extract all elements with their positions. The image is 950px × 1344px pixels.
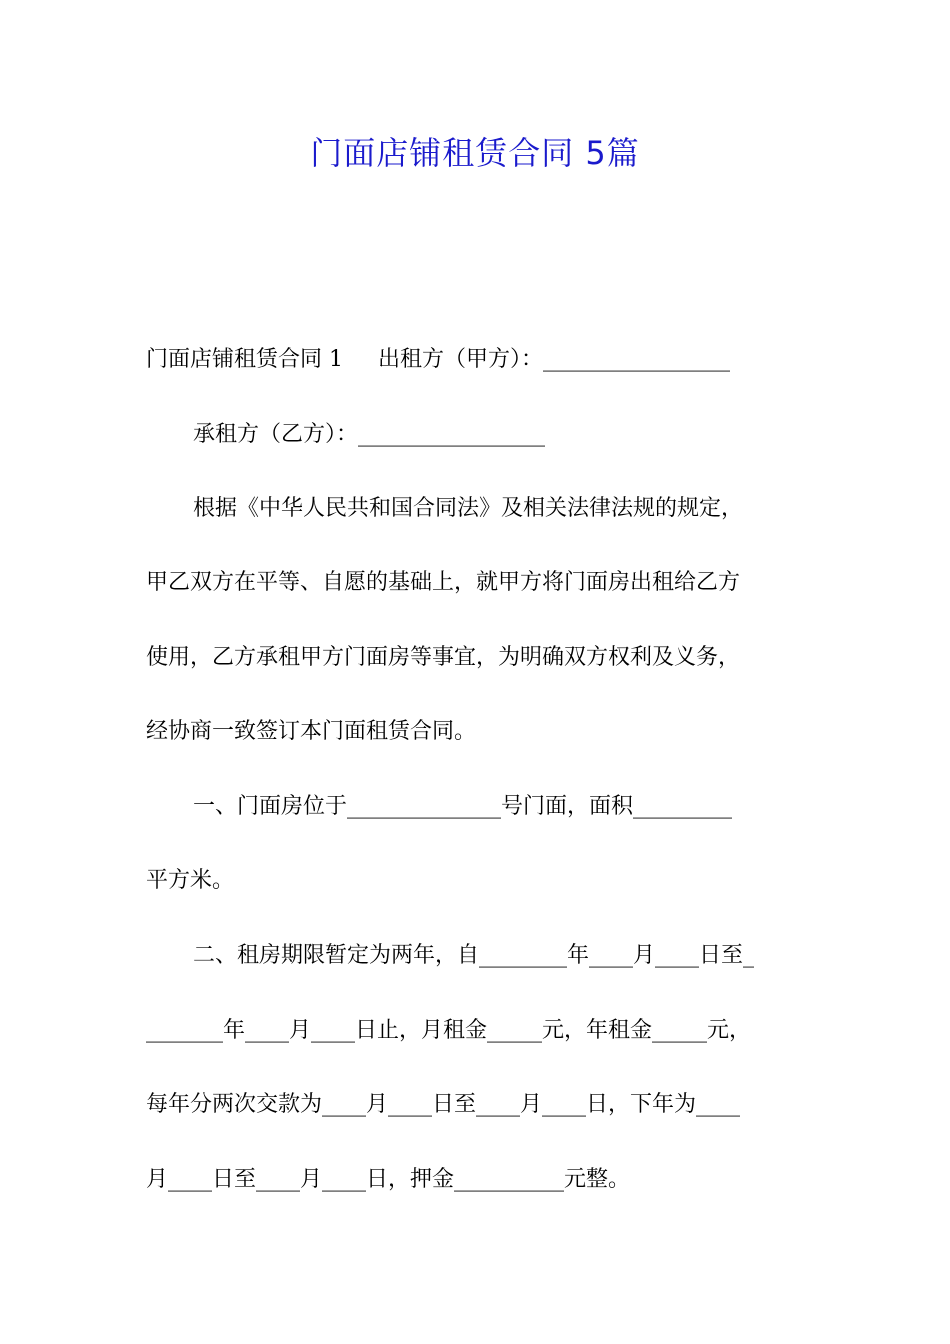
- document-title: 门面店铺租赁合同 5篇: [310, 134, 640, 172]
- paragraph-line-10: _______年____月____日止，月租金_____元，年租金_____元，: [146, 1018, 752, 1043]
- paragraph-line-11: 每年分两次交款为____月____日至____月____日，下年为____: [146, 1092, 741, 1117]
- paragraph-line-6: 经协商一致签订本门面租赁合同。: [146, 719, 477, 744]
- paragraph-line-2: 承租方（乙方）：_________________: [193, 422, 546, 447]
- paragraph-line-12: 月____日至____月____日，押金__________元整。: [146, 1167, 631, 1192]
- paragraph-line-3: 根据《中华人民共和国合同法》及相关法律法规的规定，: [193, 496, 744, 521]
- paragraph-line-9: 二、租房期限暂定为两年，自________年____月____日至_: [193, 943, 755, 968]
- paragraph-line-8: 平方米。: [146, 868, 235, 893]
- paragraph-line-1: 门面店铺租赁合同 1 出租方（甲方）：_________________: [146, 347, 730, 372]
- paragraph-line-5: 使用，乙方承租甲方门面房等事宜，为明确双方权利及义务，: [146, 645, 741, 670]
- paragraph-line-7: 一、门面房位于______________号门面，面积_________: [193, 794, 733, 819]
- paragraph-line-4: 甲乙双方在平等、自愿的基础上，就甲方将门面房出租给乙方: [146, 570, 741, 595]
